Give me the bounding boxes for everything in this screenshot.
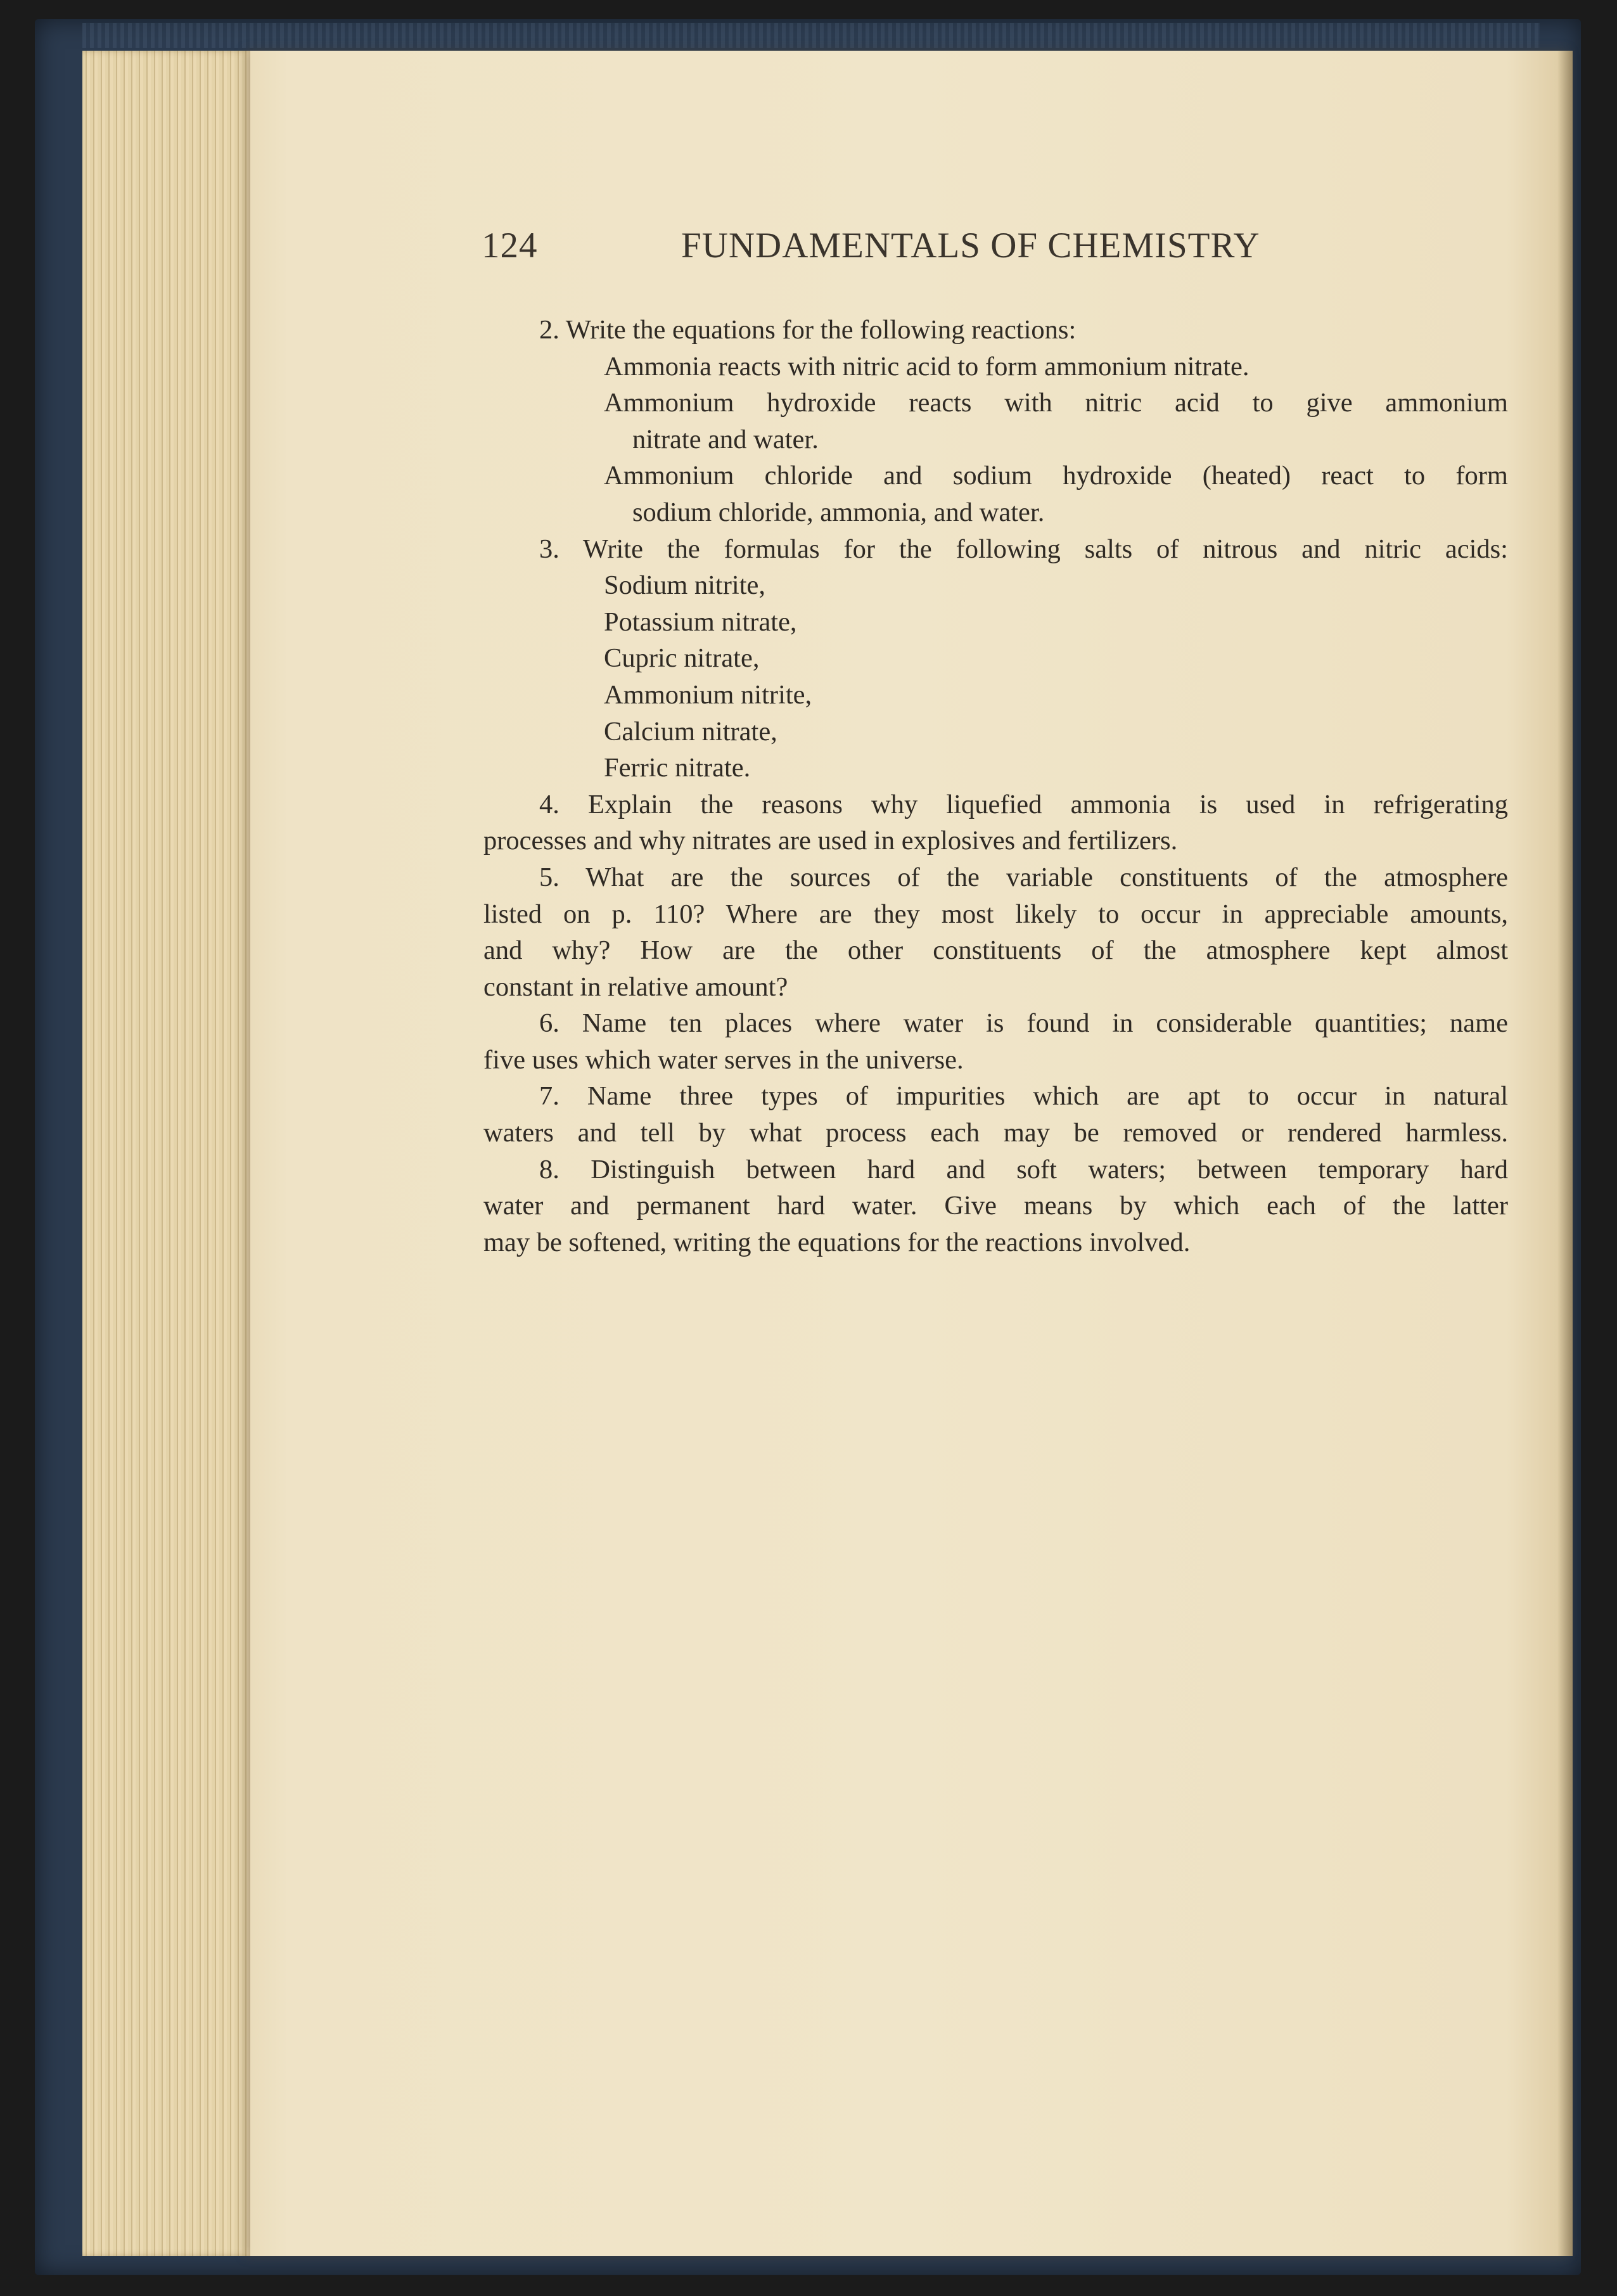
text-line: processes and why nitrates are used in explosives and fertilizers. [483, 826, 1178, 856]
text-line: may be softened, writing the equations for the reactions involved. [483, 1227, 1191, 1257]
text-line: Potassium nitrate, [604, 606, 797, 637]
text-line: Ferric nitrate. [604, 753, 751, 783]
text-line: Cupric nitrate, [604, 643, 760, 674]
text-line: 2. Write the equations for the following reactions: [539, 315, 1077, 345]
text-line: Ammonium nitrite, [604, 679, 812, 710]
text-line: 6. Name ten places where water is found in considerable quantities; name [539, 1008, 1508, 1039]
page-edges [82, 51, 272, 2256]
text-line: sodium chloride, ammonia, and water. [632, 497, 1045, 527]
text-line: Ammonia reacts with nitric acid to form ammonium nitrate. [604, 351, 1250, 382]
page-gutter-shadow [1557, 51, 1573, 2256]
text-line: Ammonium chloride and sodium hydroxide (heated) react to form [604, 461, 1508, 491]
page-number: 124 [482, 226, 538, 266]
text-line: 5. What are the sources of the variable constituents of the atmosphere [539, 862, 1508, 892]
text-line: constant in relative amount? [483, 972, 788, 1002]
text-line: listed on p. 110? Where are they most likely to occur in appreciable amounts, [483, 899, 1508, 929]
text-line: five uses which water serves in the universe. [483, 1044, 964, 1075]
text-line: 4. Explain the reasons why liquefied ammonia is used in refrigerating [539, 789, 1508, 819]
text-line: waters and tell by what process each may be removed or rendered harmless. [483, 1118, 1508, 1148]
text-line: Sodium nitrite, [604, 570, 765, 601]
text-line: water and permanent hard water. Give means by which each of the latter [483, 1191, 1508, 1221]
text-line: Calcium nitrate, [604, 716, 777, 747]
body-text [483, 312, 1508, 1260]
text-line: Ammonium hydroxide reacts with nitric acid to give ammonium [604, 388, 1508, 418]
text-line: nitrate and water. [632, 424, 819, 454]
text-line: 3. Write the formulas for the following salts of nitrous and nitric acids: [539, 534, 1508, 564]
cover-edge-stripe [82, 23, 1540, 48]
page-header [482, 225, 1305, 276]
running-title: FUNDAMENTALS OF CHEMISTRY [681, 226, 1260, 266]
text-line: 7. Name three types of impurities which are apt to occur in natural [539, 1081, 1508, 1112]
text-line: 8. Distinguish between hard and soft waters; between temporary hard [539, 1154, 1508, 1184]
text-line: and why? How are the other constituents of the atmosphere kept almost [483, 935, 1508, 966]
